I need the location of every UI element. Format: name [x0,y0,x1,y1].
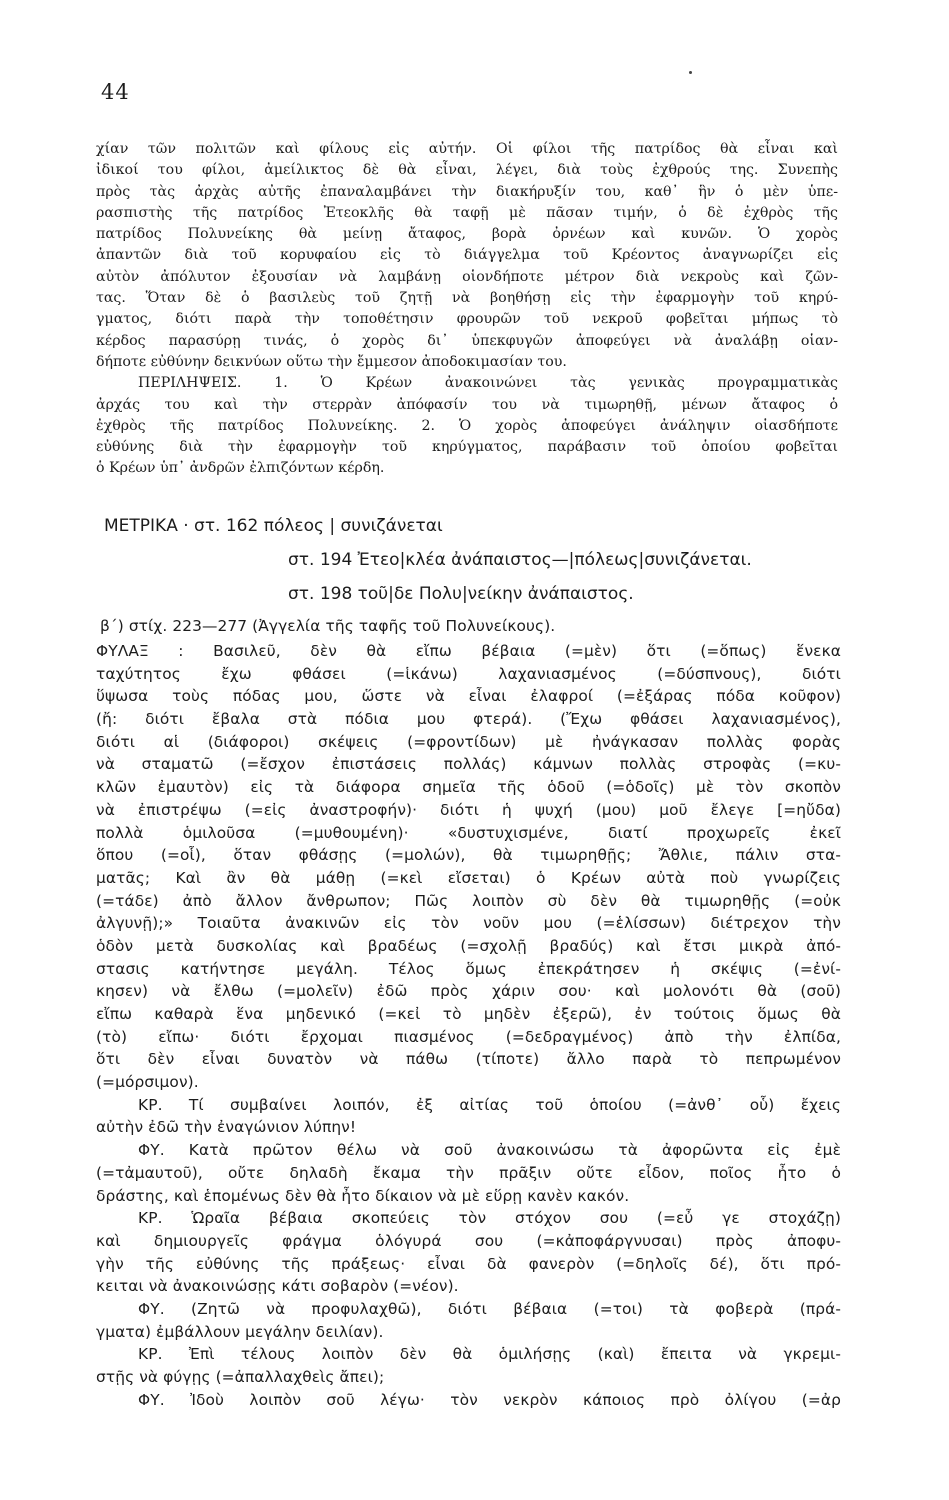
text-line: αὐτὴν ἐδῶ τὴν ἐναγώνιον λύπην! [96,1118,357,1137]
text-line: ΚΡ. Ἐπὶ τέλους λοιπὸν δὲν θὰ ὁμιλήσῃς (καὶ) ἔπειτα νὰ γκρεμι- [138,1345,841,1364]
text-line: νὰ σταματῶ (=ἔσχον ἐπιστάσεις πολλάς) κάμνων πολλὰς στροφὰς (=κυ- [96,755,841,774]
metrika-line: ΜΕΤΡΙΚΑ · στ. 162 πόλεος | συνιζάνεται [104,516,443,536]
page-number: 44 [101,80,130,104]
text-line: ΦΥ. (Ζητῶ νὰ προφυλαχθῶ), διότι βέβαια (=τοι) τὰ φοβερὰ (πρά- [138,1299,841,1318]
metrika-notes [96,509,856,611]
text-line: πατρίδος Πολυνείκης θὰ μείνῃ ἄταφος, βορὰ ὀρνέων καὶ κυνῶν. Ὁ χορὸς [96,226,838,243]
text-line: χίαν τῶν πολιτῶν καὶ φίλους εἰς αὐτήν. Οἱ φίλοι τῆς πατρίδος θὰ εἶναι καὶ [96,141,838,157]
text-line: ΚΡ. Τί συμβαίνει λοιπόν, ἐξ αἰτίας τοῦ ὁποίου (=ἀνθ᾽ οὗ) ἔχεις [138,1095,841,1114]
text-line: καὶ δημιουργεῖς φράγμα ὁλόγυρά σου (=κἀποφάργνυσαι) πρὸς ἀποφυ- [96,1231,841,1250]
text-line: δράστης, καὶ ἑπομένως δὲν θὰ ἦτο δίκαιον νὰ μὲ εὕρῃ κανὲν κακόν. [96,1186,630,1205]
text-line: ΚΡ. Ὡραῖα βέβαια σκοπεύεις τὸν στόχον σου (=εὖ γε στοχάζῃ) [138,1209,841,1228]
text-line: ἀλγυνῇ);» Τοιαῦτα ἀνακινῶν εἰς τὸν νοῦν μου (=ἑλίσσων) διέτρεχον τὴν [96,914,841,933]
text-line: κέρδος παρασύρῃ τινάς, ὁ χορὸς δι᾽ ὑπεκφυγῶν ἀποφεύγει νὰ ἀναλάβῃ οἱαν- [96,332,838,349]
text-line: ρασπιστὴς τῆς πατρίδος Ἐτεοκλῆς θὰ ταφῇ μὲ πᾶσαν τιμήν, ὁ δὲ ἐχθρὸς τῆς [96,204,838,221]
text-line: ταχύτητος ἔχω φθάσει (=ἱκάνω) λαχανιασμένος (=δύσπνους), διότι [96,664,841,683]
text-line: ἰδικοί του φίλοι, ἀμείλικτος δὲ θὰ εἶναι, λέγει, διὰ τοὺς ἐχθρούς της. Συνεπὴς [96,162,838,179]
text-line: ὕψωσα τοὺς πόδας μου, ὥστε νὰ εἶναι ἐλαφροί (=ἐξάρας πόδα κοῦφον) [96,687,841,706]
text-line: αὐτὸν ἀπόλυτον ἐξουσίαν νὰ λαμβάνῃ οἱονδήποτε μέτρον διὰ νεκροὺς καὶ ζῶν- [96,268,838,285]
text-line: ΦΥ. Ἰδοὺ λοιπὸν σοῦ λέγω· τὸν νεκρὸν κάποιος πρὸ ὀλίγου (=ἀρ [138,1390,841,1409]
text-line: ματᾶς; Καὶ ἂν θὰ μάθῃ (=κεὶ εἴσεται) ὁ Κρέων αὐτὰ ποὺ γνωρίζεις [96,868,841,887]
section-heading: β΄) στίχ. 223—277 (Ἀγγελία τῆς ταφῆς τοῦ Πολυνείκους). [100,617,556,635]
text-line: εὐθύνης διὰ τὴν ἐφαρμογὴν τοῦ κηρύγματος, παράβασιν τοῦ ὁποίου φοβεῖται [96,439,838,456]
text-line: (τὸ) εἴπω· διότι ἔρχομαι πιασμένος (=δεδραγμένος) ἀπὸ τὴν ἐλπίδα, [96,1027,841,1046]
text-line: πολλὰ ὁμιλοῦσα (=μυθουμένη)· «δυστυχισμένε, διατί προχωρεῖς ἐκεῖ [96,823,841,842]
text-line: γὴν τῆς εὐθύνης τῆς πράξεως· εἶναι δὰ φανερὸν (=δηλοῖς δέ), ὅτι πρό- [96,1254,841,1273]
text-line: διότι αἱ (διάφοροι) σκέψεις (=φροντίδων) μὲ ἠνάγκασαν πολλὰς φορὰς [96,732,841,751]
text-line: (=μόρσιμον). [96,1073,199,1092]
text-line: τας. Ὅταν δὲ ὁ βασιλεὺς τοῦ ζητῇ νὰ βοηθήσῃ εἰς τὴν ἐφαρμογὴν τοῦ κηρύ- [96,290,838,307]
text-line: (=τάδε) ἀπὸ ἄλλον ἄνθρωπον; Πῶς λοιπὸν σὺ δὲν θὰ τιμωρηθῇς (=οὐκ [96,891,841,910]
text-line: πρὸς τὰς ἀρχὰς αὐτῆς ἐπαναλαμβάνει τὴν διακήρυξίν του, καθ᾽ ἣν ὁ μὲν ὑπε- [96,183,838,200]
text-line: ἐχθρὸς τῆς πατρίδος Πολυνείκης. 2. Ὁ χορὸς ἀποφεύγει ἀνάληψιν οἱασδήποτε [96,417,838,434]
metrika-line: στ. 198 τοῦ|δε Πολυ|νείκην ἀνάπαιστος. [288,584,634,604]
text-line: ὁ Κρέων ὑπ᾽ ἀνδρῶν ἐλπιζόντων κέρδη. [96,460,385,477]
summary-paragraph [96,139,838,480]
text-line: ὁδὸν μετὰ δυσκολίας καὶ βραδέως (=σχολῇ βραδύς) καὶ ἔτσι μικρὰ ἀπό- [96,936,841,955]
text-line: στασις κατήντησε μεγάλη. Τέλος ὅμως ἐπεκράτησεν ἡ σκέψις (=ἐνί- [96,959,841,978]
text-line: δήποτε εὐθύνην δεικνύων οὕτω τὴν ἔμμεσον ἀποδοκιμασίαν του. [96,353,567,370]
text-line: νὰ ἐπιστρέψω (=εἰς ἀναστροφήν)· διότι ἡ ψυχή (μου) μοῦ ἔλεγε [=ηὔδα) [96,800,841,819]
text-line: γματα) ἐμβάλλουν μεγάλην δειλίαν). [96,1322,384,1341]
text-line: κλῶν ἐμαυτὸν) εἰς τὰ διάφορα σημεῖα τῆς ὁδοῦ (=ὁδοῖς) μὲ τὸν σκοπὸν [96,778,841,797]
text-line: στῇς νὰ φύγῃς (=ἀπαλλαχθεὶς ἄπει); [96,1368,385,1386]
translation-paragraph [96,640,841,1411]
text-line: γματος, διότι παρὰ τὴν τοποθέτησιν φρουρῶν τοῦ νεκροῦ φοβεῖται μήπως τὸ [96,311,838,328]
text-line: εἴπω καθαρὰ ἕνα μηδενικό (=κεἰ τὸ μηδὲν ἐξερῶ), ἐν τούτοις ὅμως θὰ [96,1005,841,1023]
text-line: κειται νὰ ἀνακοινώσῃς κάτι σοβαρὸν (=νέον). [96,1277,459,1296]
text-line: ἀρχάς του καὶ τὴν στερρὰν ἀπόφασίν του νὰ τιμωρηθῇ, μένων ἄταφος ὁ [96,396,838,413]
text-line: ΦΥΛΑΞ : Βασιλεῦ, δὲν θὰ εἴπω βέβαια (=μὲν) ὅτι (=ὅπως) ἕνεκα [96,642,841,660]
text-line: (=τἀμαυτοῦ), οὔτε δηλαδὴ ἔκαμα τὴν πρᾶξιν οὔτε εἶδον, ποῖος ἦτο ὁ [96,1163,841,1182]
speck [689,71,692,74]
text-line: (ἤ: διότι ἔβαλα στὰ πόδια μου φτερά). (Ἔχω φθάσει λαχανιασμένος), [96,710,841,729]
text-line: κησεν) νὰ ἔλθω (=μολεῖν) ἐδῶ πρὸς χάριν σου· καὶ μολονότι θὰ (σοῦ) [96,982,841,1001]
text-line: ὅπου (=οἷ), ὅταν φθάσῃς (=μολών), θὰ τιμωρηθῇς; Ἄθλιε, πάλιν στα- [96,846,841,865]
text-line: ΦΥ. Κατὰ πρῶτον θέλω νὰ σοῦ ἀνακοινώσω τὰ ἀφορῶντα εἰς ἐμὲ [138,1141,841,1160]
metrika-line: στ. 194 Ἐτεο|κλέα ἀνάπαιστος—|πόλεως|συνιζάνεται. [288,550,752,570]
text-line: ὅτι δὲν εἶναι δυνατὸν νὰ πάθω (τίποτε) ἄλλο παρὰ τὸ πεπρωμένον [96,1050,841,1069]
text-line: ΠΕΡΙΛΗΨΕΙΣ. 1. Ὁ Κρέων ἀνακοινώνει τὰς γενικὰς προγραμματικὰς [138,375,838,392]
text-line: ἀπαντῶν διὰ τοῦ κορυφαίου εἰς τὸ διάγγελμα τοῦ Κρέοντος ἀναγνωρίζει εἰς [96,247,838,264]
